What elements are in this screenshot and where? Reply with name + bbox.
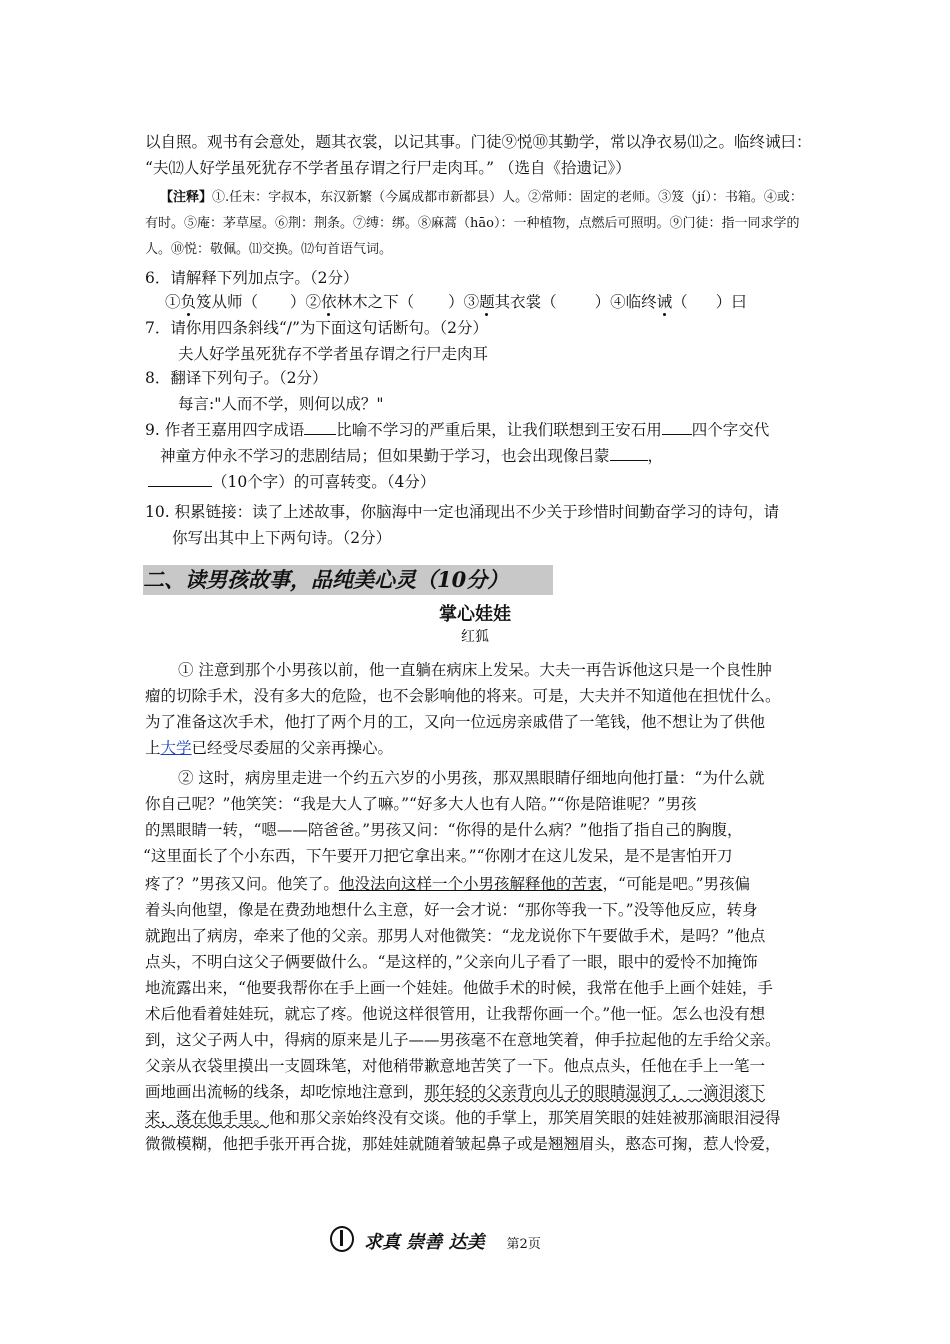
university-link[interactable]: 大学 <box>160 739 192 757</box>
page-number: 第2页 <box>506 1237 541 1252</box>
dotted-char: 诫 <box>656 293 673 311</box>
story-author: 红狐 <box>461 629 489 645</box>
story-line: 就跑出了病房，牵来了他的父亲。那男人对他微笑：“龙龙说你下午要做手术，是吗？”他点 <box>145 927 766 945</box>
story-line: 到，这父子两人中，得病的原来是儿子——男孩毫不在意地笑着，伸手拉起他的左手给父亲。 <box>145 1031 781 1049</box>
dotted-char: 依 <box>321 293 337 311</box>
section-2-heading: 二、读男孩故事，品纯美心灵（10分） <box>143 565 553 595</box>
story-line: 着头向他望，像是在费劲地想什么主意，好一会才说：“那你等我一下。”没等他反应，转身 <box>145 901 758 919</box>
story-line: ① 注意到那个小男孩以前，他一直躺在病床上发呆。大夫一再告诉他这只是一个良性肿 <box>178 661 772 679</box>
question-9-line: 9. 作者王嘉用四字成语 比喻不学习的严重后果，让我们联想到王安石用 四个字交代 <box>145 421 770 439</box>
question-9-line: 神童方仲永不学习的悲剧结局；但如果勤于学习，也会出现像吕蒙 ， <box>160 447 664 465</box>
story-line: 你自己呢？”他笑笑：“我是大人了嘛。”“好多大人也有人陪。”“你是陪谁呢？”男孩 <box>145 795 697 813</box>
dotted-char: 题 <box>479 293 495 311</box>
story-title: 掌心娃娃 <box>439 604 511 625</box>
notes-line: 人。⑩悦：敬佩。⑾交换。⑿句首语气词。 <box>145 242 393 257</box>
question-8-sentence: 每言:"人而不学，则何以成？" <box>178 395 384 413</box>
notes-line: 【注释】①.任末：字叔本，东汉新繁（今属成都市新都县）人。②常师：固定的老师。③笈（jí）：书箱。④或： <box>160 190 803 205</box>
story-line: 术后他看着娃娃玩，就忘了疼。他说这样很管用，让我帮你画一个。”他一怔。怎么也没有想 <box>145 1005 766 1023</box>
notes-line: 有时。⑤庵：茅草屋。⑥荆：荆条。⑦缚：绑。⑧麻蒿（hāo）：一种植物，点燃后可照明。⑨门徒：指一同求学的 <box>145 216 800 231</box>
story-line: 为了准备这次手术，他打了两个月的工，又向一位远房亲戚借了一笔钱，他不想让为了供他 <box>145 713 766 731</box>
school-logo-icon <box>330 1226 354 1252</box>
story-line: 地流露出来，“他要我帮你在手上画一个娃娃。他做手术的时候，我常在他手上画个娃娃，手 <box>145 979 773 997</box>
question-7-prompt: 7．请你用四条斜线“/”为下面这句话断句。（2分） <box>145 319 489 337</box>
question-10-line: 你写出其中上下两句诗。（2分） <box>172 529 392 547</box>
underlined-sentence: 他没法向这样一个小男孩解释他的苦衷 <box>338 875 603 893</box>
question-6-items: ①负笈从师（ ）②依林木之下（ ）③题其衣裳（ ）④临终诫（ ）曰 <box>165 293 747 311</box>
story-line: 疼了？”男孩又问。他笑了。他没法向这样一个小男孩解释他的苦衷，“可能是吧。”男孩偏 <box>145 875 751 893</box>
school-motto: 求真 崇善 达美 <box>364 1232 485 1253</box>
question-6-prompt: 6．请解释下列加点字。（2分） <box>145 269 359 287</box>
passage-line: “夫⑿人好学虽死犹存不学者虽存谓之行尸走肉耳。” （选自《拾遗记》） <box>145 159 631 177</box>
question-8-prompt: 8．翻译下列句子。（2分） <box>145 369 328 387</box>
story-line: 微微模糊，他把手张开再合拢，那娃娃就随着皱起鼻子或是翘翘眉头，憨态可掬，惹人怜爱， <box>145 1135 781 1153</box>
wavy-underlined-sentence: 那年轻的父亲背向儿子的眼睛湿润了，一滴泪滚下 <box>424 1083 766 1101</box>
notes-label: 【注释】 <box>160 190 213 205</box>
answer-blank[interactable] <box>662 420 692 435</box>
question-9-line: （10个字）的可喜转变。（4分） <box>148 472 435 492</box>
story-line: 瘤的切除手术，没有多大的危险，也不会影响他的将来。可是，大夫并不知道他在担忧什么。 <box>145 687 781 705</box>
story-line: ② 这时，病房里走进一个约五六岁的小男孩，那双黑眼睛仔细地向他打量：“为什么就 <box>178 769 765 787</box>
wavy-underlined-sentence: 来，落在他手里。 <box>145 1109 270 1127</box>
dotted-char: 负 <box>180 293 197 311</box>
answer-blank[interactable] <box>304 420 336 435</box>
story-line: 来，落在他手里。他和那父亲始终没有交谈。他的手掌上，那笑眉笑眼的娃娃被那滴眼泪浸得 <box>145 1109 781 1127</box>
story-line: 上大学已经受尽委屈的父亲再操心。 <box>145 739 394 757</box>
question-10-line: 10. 积累链接：读了上述故事，你脑海中一定也涌现出不少关于珍惜时间勤奋学习的诗句，请 <box>145 503 780 521</box>
story-line: “这里面长了个小东西，下午要开刀把它拿出来。”“你刚才在这儿发呆，是不是害怕开刀 <box>143 847 733 865</box>
story-line: 父亲从衣袋里摸出一支圆珠笔，对他稍带歉意地苦笑了一下。他点点头，任他在手上一笔一 <box>145 1057 766 1075</box>
story-line: 的黑眼睛一转，“嗯——陪爸爸。”男孩又问：“你得的是什么病？”他指了指自己的胸腹， <box>145 821 743 839</box>
passage-line: 以自照。观书有会意处，题其衣裳，以记其事。门徒⑨悦⑩其勤学，常以净衣易⑾之。临终诫曰： <box>145 133 812 151</box>
answer-blank[interactable] <box>610 446 648 461</box>
story-line: 画地画出流畅的线条，却吃惊地注意到，那年轻的父亲背向儿子的眼睛湿润了，一滴泪滚下 <box>145 1083 766 1101</box>
question-7-sentence: 夫人好学虽死犹存不学者虽存谓之行尸走肉耳 <box>178 345 489 363</box>
answer-blank[interactable] <box>148 472 212 487</box>
page-footer <box>330 1226 541 1254</box>
story-line: 点头，不明白这父子俩要做什么。“是这样的，”父亲向儿子看了一眼，眼中的爱怜不加掩饰 <box>145 953 758 971</box>
